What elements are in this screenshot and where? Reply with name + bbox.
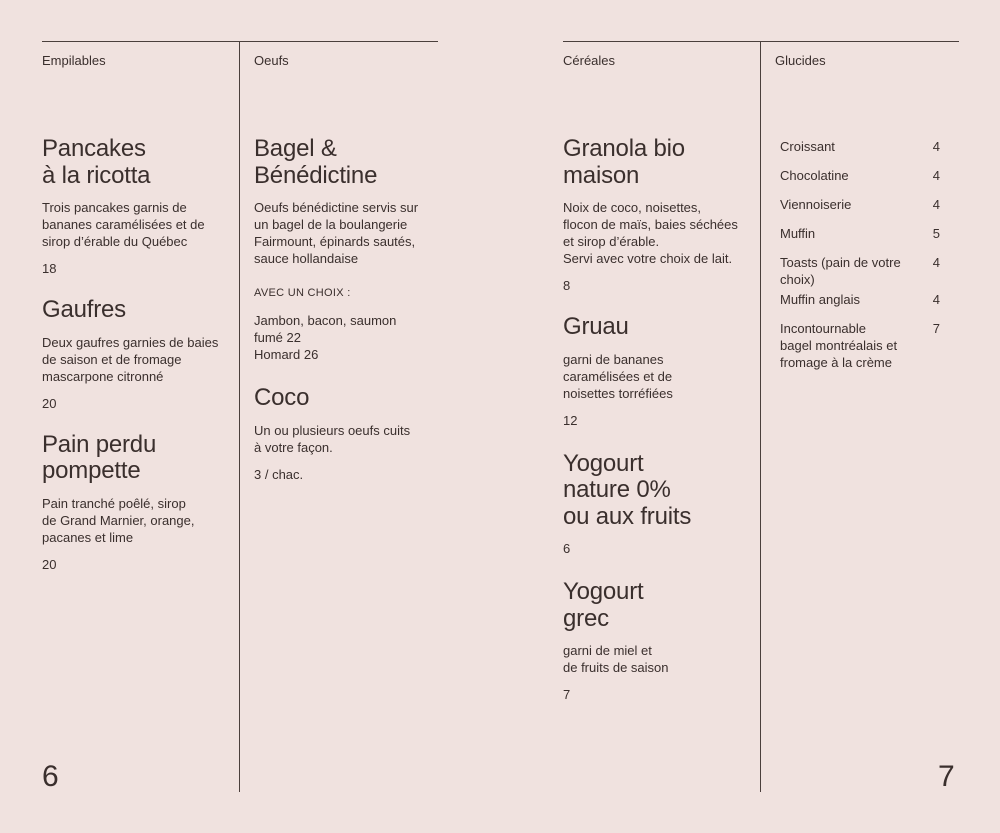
list-item-price: 4 bbox=[932, 168, 940, 183]
item-price: 12 bbox=[563, 412, 578, 428]
list-item-price: 4 bbox=[932, 139, 940, 154]
list-item bbox=[780, 320, 940, 371]
menu-items bbox=[254, 136, 434, 483]
column-glucides bbox=[775, 52, 955, 383]
list-item bbox=[780, 225, 940, 242]
list-item-name: Chocolatine bbox=[780, 168, 849, 183]
menu-item-pain-perdu bbox=[42, 432, 232, 573]
item-title: Pancakes à la ricotta bbox=[42, 135, 151, 189]
top-rule-left bbox=[42, 41, 438, 42]
menu-items bbox=[563, 136, 753, 703]
menu-item-yogourt-nature bbox=[563, 451, 753, 558]
item-price: 6 bbox=[563, 541, 571, 556]
item-description: garni de bananes caramélisées et de noisettes torréfiées bbox=[563, 351, 673, 401]
page-number-left: 6 bbox=[42, 760, 59, 793]
list-item-name: Incontournable bagel montréalais et fromage à la crème bbox=[780, 321, 898, 370]
item-title: Gaufres bbox=[42, 296, 126, 323]
list-item bbox=[780, 138, 940, 155]
item-description: Trois pancakes garnis de bananes caramélisées et de sirop d’érable du Québec bbox=[42, 200, 205, 249]
menu-item-coco bbox=[254, 385, 434, 483]
item-title: Pain perdu pompette bbox=[42, 430, 157, 484]
item-title: Yogourt grec bbox=[563, 578, 644, 632]
item-title: Granola bio maison bbox=[563, 135, 685, 189]
item-price: 3 / chac. bbox=[254, 466, 304, 482]
list-item-price: 5 bbox=[932, 226, 940, 241]
item-price: 7 bbox=[563, 687, 571, 702]
list-item bbox=[780, 196, 940, 213]
menu-item-gruau bbox=[563, 314, 753, 429]
list-item-price: 4 bbox=[932, 255, 940, 270]
page-number-right: 7 bbox=[938, 760, 955, 793]
item-title: Coco bbox=[254, 384, 310, 411]
menu-item-gaufres bbox=[42, 297, 232, 412]
item-price: 18 bbox=[42, 261, 57, 276]
item-price: 20 bbox=[42, 556, 57, 572]
list-item-name: Muffin anglais bbox=[780, 292, 860, 307]
menu-item-yogourt-grec bbox=[563, 579, 753, 703]
column-heading: Empilables bbox=[42, 53, 106, 68]
item-description: Pain tranché poêlé, sirop de Grand Marnier, orange, pacanes et lime bbox=[42, 495, 195, 545]
column-divider-left bbox=[239, 41, 240, 792]
top-rule-right bbox=[563, 41, 959, 42]
item-options: Jambon, bacon, saumon fumé 22 Homard 26 bbox=[254, 313, 397, 362]
list-item-price: 4 bbox=[932, 292, 940, 307]
column-cereales bbox=[563, 52, 753, 719]
column-oeufs bbox=[254, 52, 434, 499]
menu-item-granola bbox=[563, 136, 753, 294]
column-empilables bbox=[42, 52, 232, 589]
list-item bbox=[780, 167, 940, 184]
menu-items bbox=[42, 136, 232, 573]
item-description: Deux gaufres garnies de baies de saison et de fromage mascarpone citronné bbox=[42, 334, 219, 384]
column-heading: Glucides bbox=[775, 53, 826, 68]
list-item bbox=[780, 254, 940, 288]
item-title: Gruau bbox=[563, 313, 629, 340]
item-title: Bagel & Bénédictine bbox=[254, 135, 378, 189]
options-label: AVEC UN CHOIX : bbox=[254, 287, 351, 299]
list-item-price: 7 bbox=[932, 321, 940, 336]
menu-item-bagel-benedictine bbox=[254, 136, 434, 363]
item-title: Yogourt nature 0% ou aux fruits bbox=[563, 449, 692, 530]
column-divider-right bbox=[760, 41, 761, 792]
list-item-name: Muffin bbox=[780, 226, 816, 241]
item-description: Un ou plusieurs oeufs cuits à votre façon. bbox=[254, 422, 411, 455]
item-price: 8 bbox=[563, 278, 571, 293]
list-item-price: 4 bbox=[932, 197, 940, 212]
menu-item-pancakes bbox=[42, 136, 232, 277]
item-description: Oeufs bénédictine servis sur un bagel de la boulangerie Fairmount, épinards sautés, sauce hollandaise bbox=[254, 200, 419, 266]
glucides-list bbox=[780, 138, 940, 371]
item-description: Noix de coco, noisettes, flocon de maïs, baies séchées et sirop d’érable. Servi avec votre choix de lait. bbox=[563, 200, 738, 266]
item-description: garni de miel et de fruits de saison bbox=[563, 643, 669, 675]
column-heading: Oeufs bbox=[254, 53, 289, 68]
list-item-name: Croissant bbox=[780, 139, 835, 154]
list-item-name: Viennoiserie bbox=[780, 197, 852, 212]
item-price: 20 bbox=[42, 395, 57, 411]
column-heading: Céréales bbox=[563, 53, 616, 68]
list-item bbox=[780, 291, 940, 308]
list-item-name: Toasts (pain de votre choix) bbox=[780, 255, 901, 287]
